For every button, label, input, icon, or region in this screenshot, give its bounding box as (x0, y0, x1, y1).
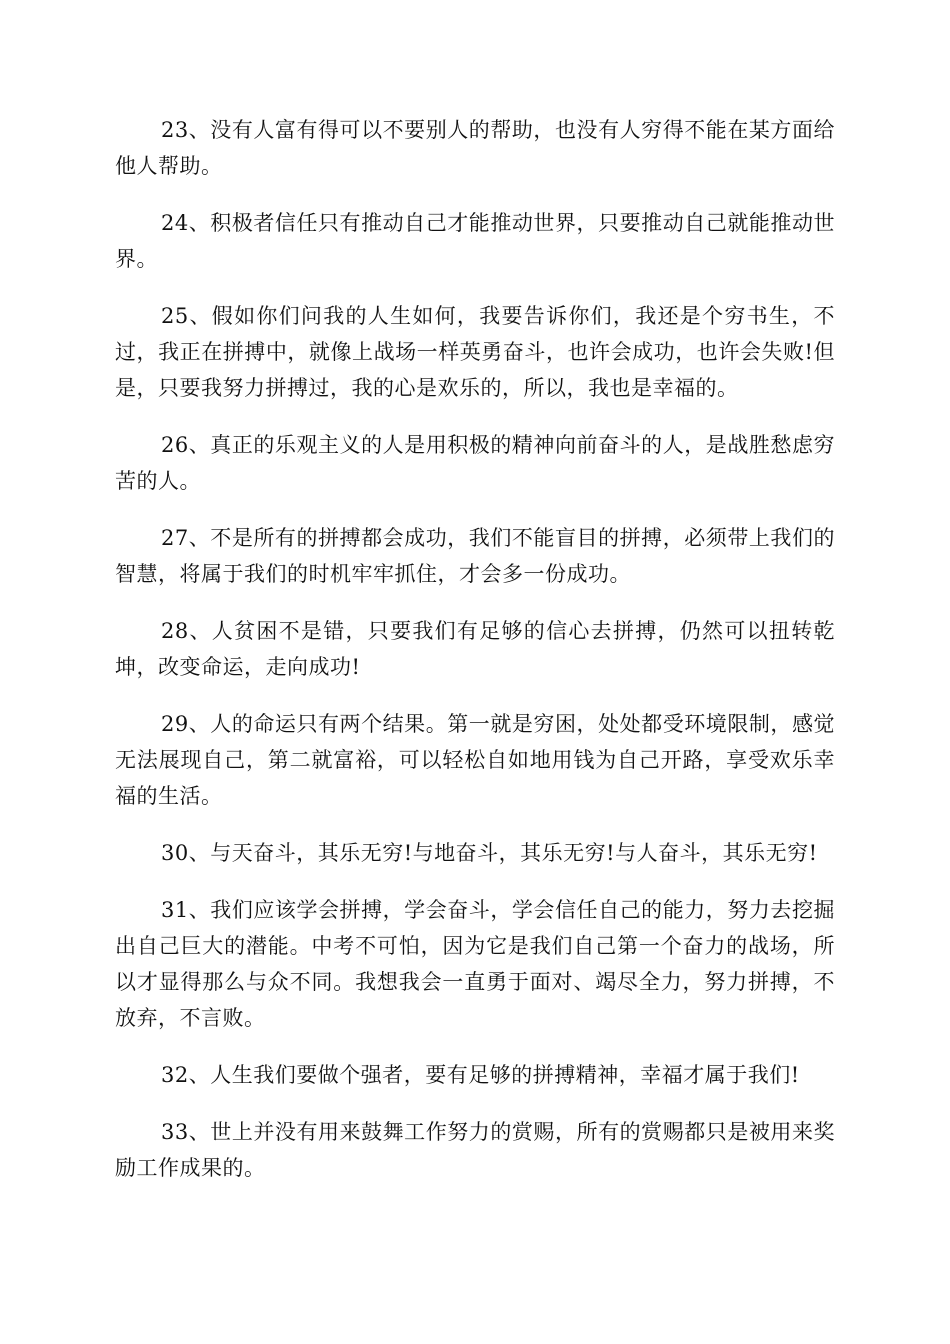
quote-paragraph-28: 28、人贫困不是错，只要我们有足够的信心去拼搏，仍然可以扭转乾坤，改变命运，走向成功! (115, 619, 835, 679)
quote-paragraph-27: 27、不是所有的拼搏都会成功，我们不能盲目的拼搏，必须带上我们的智慧，将属于我们的时机牢牢抓住，才会多一份成功。 (115, 526, 835, 586)
quote-paragraph-25: 25、假如你们问我的人生如何，我要告诉你们，我还是个穷书生，不过，我正在拼搏中，就像上战场一样英勇奋斗，也许会成功，也许会失败!但是，只要我努力拼搏过，我的心是欢乐的，所以，我也是幸福的。 (115, 304, 835, 400)
quote-paragraph-23: 23、没有人富有得可以不要别人的帮助，也没有人穷得不能在某方面给他人帮助。 (115, 118, 835, 178)
quote-paragraph-33: 33、世上并没有用来鼓舞工作努力的赏赐，所有的赏赐都只是被用来奖励工作成果的。 (115, 1120, 835, 1180)
quote-paragraph-26: 26、真正的乐观主义的人是用积极的精神向前奋斗的人，是战胜愁虑穷苦的人。 (115, 433, 835, 493)
quote-paragraph-29: 29、人的命运只有两个结果。第一就是穷困，处处都受环境限制，感觉无法展现自己，第二就富裕，可以轻松自如地用钱为自己开路，享受欢乐幸福的生活。 (115, 712, 835, 808)
quote-paragraph-31: 31、我们应该学会拼搏，学会奋斗，学会信任自己的能力，努力去挖掘出自己巨大的潜能。中考不可怕，因为它是我们自己第一个奋力的战场，所以才显得那么与众不同。我想我会一直勇于面对、竭尽全力，努力拼搏，不放弃，不言败。 (115, 898, 835, 1030)
quote-paragraph-24: 24、积极者信任只有推动自己才能推动世界，只要推动自己就能推动世界。 (115, 211, 835, 271)
quote-paragraph-32: 32、人生我们要做个强者，要有足够的拼搏精神，幸福才属于我们! (161, 1063, 800, 1087)
quote-paragraph-30: 30、与天奋斗，其乐无穷!与地奋斗，其乐无穷!与人奋斗，其乐无穷! (161, 841, 818, 865)
document-body (115, 112, 835, 1207)
